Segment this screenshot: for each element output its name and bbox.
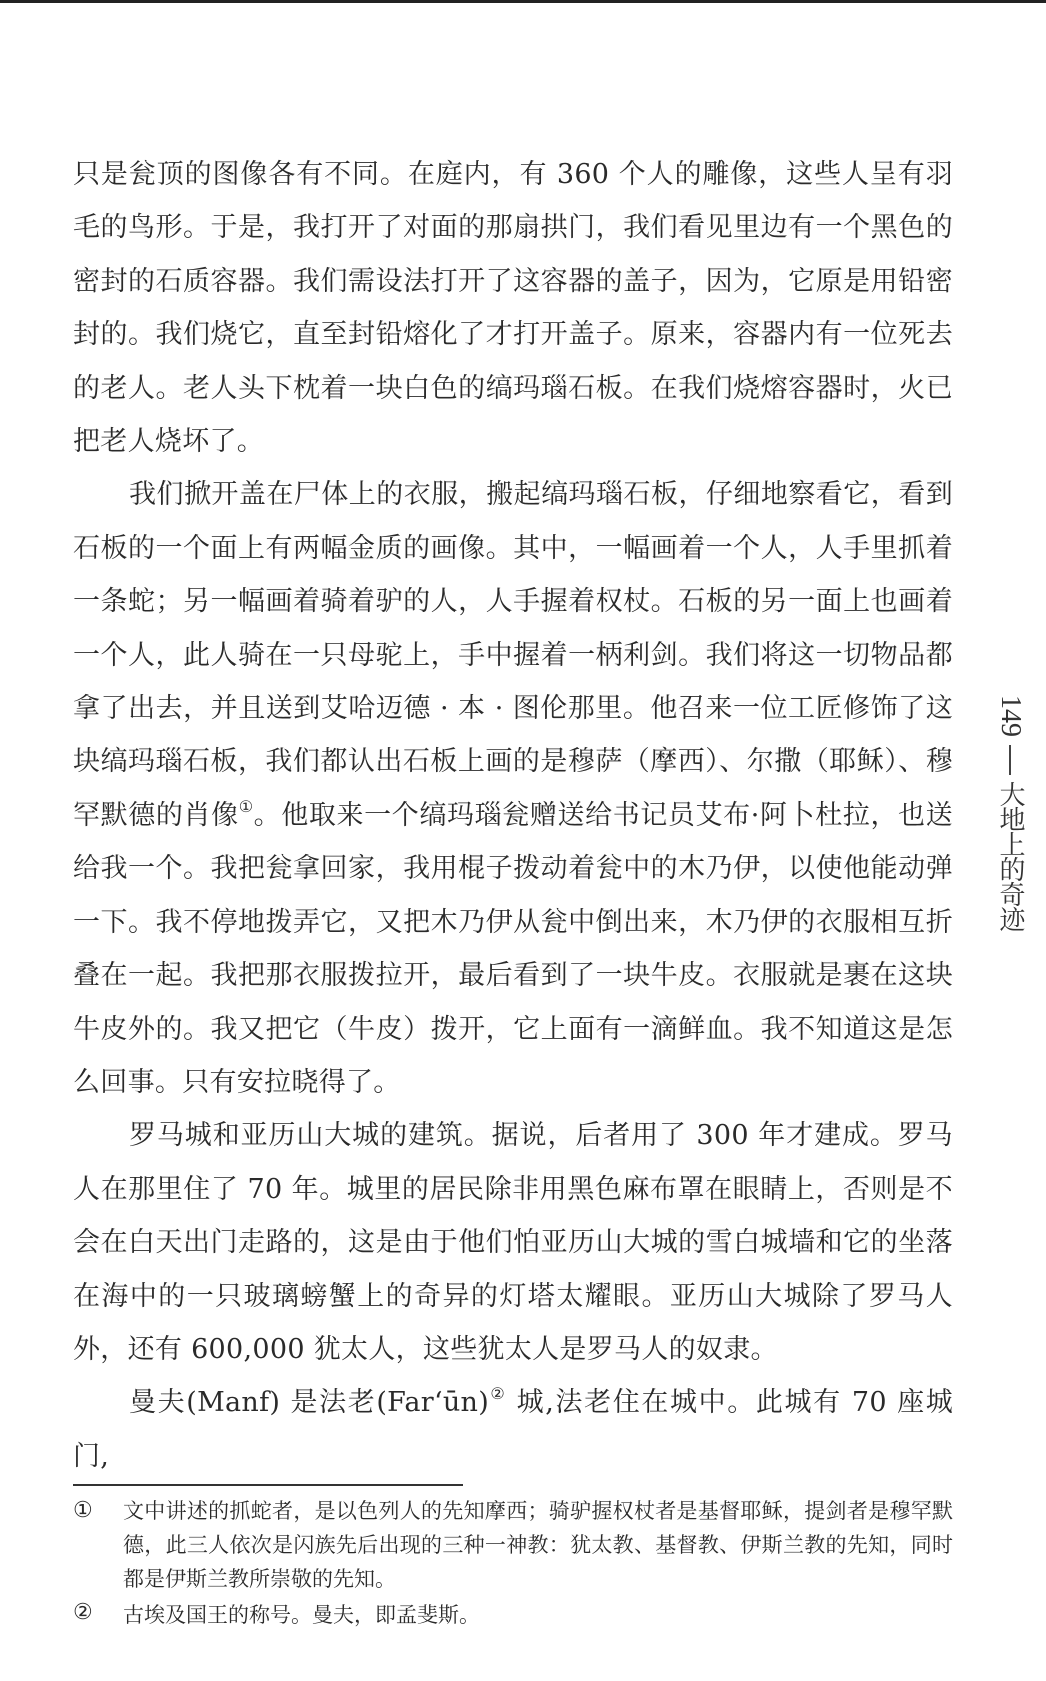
running-header: [993, 695, 1027, 931]
paragraph-1: 只是瓮顶的图像各有不同。在庭内，有 360 个人的雕像，这些人呈有羽毛的鸟形。于是，我打开了对面的那扇拱门，我们看见里边有一个黑色的密封的石质容器。我们需设法打开了这容器的盖子，因为，它原是用铅密封的。我们烧它，直至封铅熔化了才打开盖子。原来，容器内有一位死去的老人。老人头下枕着一块白色的缟玛瑙石板。在我们烧熔容器时，火已把老人烧坏了。: [73, 159, 953, 458]
paragraph-4: [73, 1376, 953, 1483]
page-number: 149: [995, 695, 1026, 737]
footnote-2: [73, 1596, 953, 1632]
paragraph-2-text-after: 。他取来一个缟玛瑙瓮赠送给书记员艾布·阿卜杜拉，也送给我一个。我把瓮拿回家，我用棍子拨动着瓮中的木乃伊，以使他能动弹一下。我不停地拨弄它，又把木乃伊从瓮中倒出来，木乃伊的衣服相互折叠在一起。我把那衣服拨拉开，最后看到了一块牛皮。衣服就是裹在这块牛皮外的。我又把它（牛皮）拨开，它上面有一滴鲜血。我不知道这是怎么回事。只有安拉晓得了。: [73, 799, 953, 1098]
footnotes: [73, 1494, 953, 1632]
paragraph-4-text-before: 曼夫(Manf) 是法老(Far‘ūn): [129, 1387, 490, 1419]
footnote-2-text: 古埃及国王的称号。曼夫，即孟斐斯。: [123, 1603, 480, 1627]
paragraph-2: [73, 468, 953, 1109]
paragraph-2-text-before: 我们掀开盖在尸体上的衣服，搬起缟玛瑙石板，仔细地察看它，看到石板的一个面上有两幅金质的画像。其中，一幅画着一个人，人手里抓着一条蛇；另一幅画着骑着驴的人，人手握着权杖。石板的另一面上也画着一个人，此人骑在一只母驼上，手中握着一柄利剑。我们将这一切物品都拿了出去，并且送到艾哈迈德 · 本 · 图伦那里。他召来一位工匠修饰了这块缟玛瑙石板，我们都认出石板上画的是穆萨（摩西）、尔撒（耶稣）、穆罕默德的肖像: [73, 479, 953, 831]
paragraph-3: 罗马城和亚历山大城的建筑。据说，后者用了 300 年才建成。罗马人在那里住了 70 年。城里的居民除非用黑色麻布罩在眼睛上，否则是不会在白天出门走路的，这是由于他们怕亚历山大城的雪白城墙和它的坐落在海中的一只玻璃螃蟹上的奇异的灯塔太耀眼。亚历山大城除了罗马人外，还有 600,000 犹太人，这些犹太人是罗马人的奴隶。: [73, 1120, 953, 1365]
footnote-separator: [73, 1484, 463, 1486]
footnote-1-text: 文中讲述的抓蛇者，是以色列人的先知摩西；骑驴握权杖者是基督耶稣，提剑者是穆罕默德，此三人依次是闪族先后出现的三种一神教：犹太教、基督教、伊斯兰教的先知，同时都是伊斯兰教所崇敬的先知。: [123, 1499, 953, 1591]
footnote-1-mark: ①: [73, 1498, 93, 1523]
footnote-ref-1: ①: [238, 796, 254, 816]
page-body: [73, 148, 953, 1483]
paragraph-4-text-after: 城,法老住在城中。此城有 70 座城门,: [73, 1387, 954, 1472]
header-divider: [1009, 745, 1011, 775]
footnote-2-mark: ②: [73, 1600, 93, 1625]
footnote-ref-2: ②: [489, 1384, 507, 1404]
running-title: 大地上的奇迹: [995, 781, 1025, 931]
top-border-rule: [0, 0, 1046, 3]
footnote-1: [73, 1494, 953, 1596]
